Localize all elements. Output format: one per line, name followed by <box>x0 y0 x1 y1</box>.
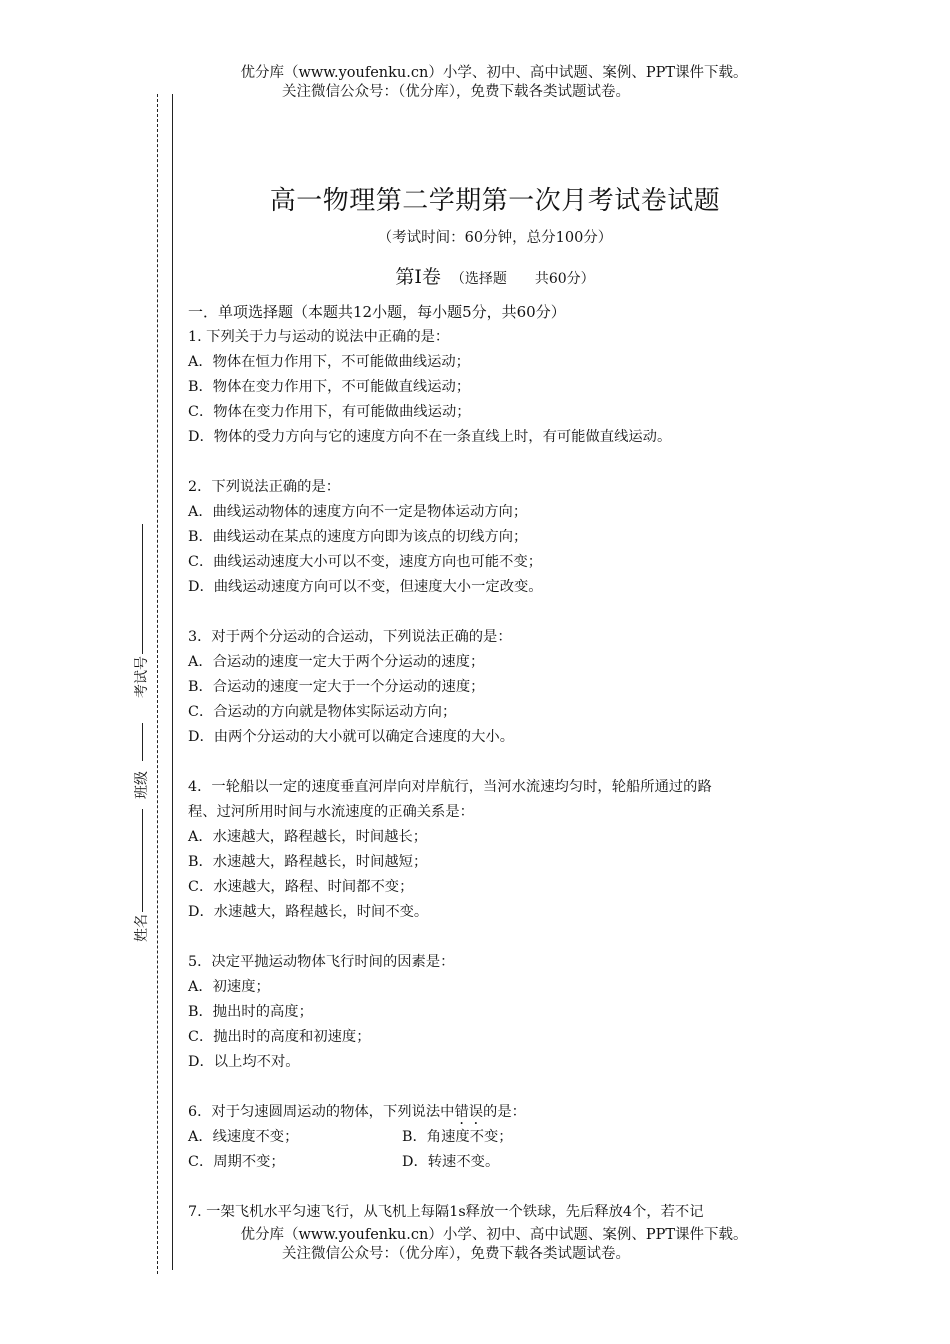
page-header <box>0 64 950 102</box>
option-d: D．以上均不对。 <box>188 1054 300 1070</box>
option-a: A．线速度不变； <box>188 1129 299 1145</box>
option-d: D．水速越大，路程越长，时间不变。 <box>188 904 429 920</box>
option-d: D．物体的受力方向与它的速度方向不在一条直线上时，有可能做直线运动。 <box>188 429 672 445</box>
option-c: C．物体在变力作用下，有可能做曲线运动； <box>188 404 471 420</box>
exam-number-field <box>131 524 151 698</box>
volume-label: 第Ⅰ卷 <box>395 266 441 288</box>
emphasis-char-1: 错 <box>454 1104 469 1120</box>
question-7 <box>188 1200 818 1225</box>
question-stem: 5．决定平抛运动物体飞行时间的因素是： <box>188 954 455 970</box>
page-footer <box>0 1226 950 1264</box>
option-d: D．由两个分运动的大小就可以确定合速度的大小。 <box>188 729 514 745</box>
option-a: A．水速越大，路程越长，时间越长； <box>188 829 428 845</box>
question-5 <box>188 950 818 1075</box>
option-a: A．曲线运动物体的速度方向不一定是物体运动方向； <box>188 504 528 520</box>
class-field <box>131 723 151 847</box>
question-stem-line-2: 程、过河所用时间与水流速度的正确关系是： <box>188 804 474 820</box>
option-c: C．合运动的方向就是物体实际运动方向； <box>188 704 457 720</box>
option-a: A．物体在恒力作用下，不可能做曲线运动； <box>188 354 470 370</box>
question-2 <box>188 475 818 600</box>
exam-time-note: （考试时间：60分钟，总分100分） <box>377 230 613 246</box>
footer-line-2: 关注微信公众号：（优分库），免费下载各类试题试卷。 <box>282 1246 630 1262</box>
option-b: B．物体在变力作用下，不可能做直线运动； <box>188 379 471 395</box>
stem-text-end: 的是： <box>483 1104 526 1120</box>
option-b: B．曲线运动在某点的速度方向即为该点的切线方向； <box>188 529 528 545</box>
option-a: A．初速度； <box>188 979 270 995</box>
header-line-1: 优分库（www.youfenku.cn）小学、初中、高中试题、案例、PPT课件下载。 <box>240 65 748 81</box>
question-4 <box>188 775 818 925</box>
volume-note: （选择题 共60分） <box>450 271 595 287</box>
emphasis-char-2: 误 <box>468 1104 484 1120</box>
option-c: C．曲线运动速度大小可以不变，速度方向也可能不变； <box>188 554 543 570</box>
option-d: D．转速不变。 <box>402 1154 500 1170</box>
option-c: C．周期不变； <box>188 1154 285 1170</box>
name-label: 姓名 <box>134 914 150 942</box>
question-list <box>188 300 818 1225</box>
option-b: B．合运动的速度一定大于一个分运动的速度； <box>188 679 485 695</box>
option-d: D．曲线运动速度方向可以不变，但速度大小一定改变。 <box>188 579 543 595</box>
option-c: C．水速越大，路程、时间都不变； <box>188 879 414 895</box>
question-stem: 1. 下列关于力与运动的说法中正确的是： <box>188 329 450 345</box>
exam-number-underline <box>142 524 143 654</box>
option-a: A．合运动的速度一定大于两个分运动的速度； <box>188 654 485 670</box>
volume-heading <box>0 262 950 289</box>
name-underline <box>142 834 143 912</box>
stem-text: 6．对于匀速圆周运动的物体，下列说法中 <box>188 1104 455 1120</box>
options-row-1 <box>188 1125 818 1150</box>
name-field <box>131 834 151 942</box>
class-label: 班级 <box>134 771 150 799</box>
question-stem <box>188 1100 818 1125</box>
question-6 <box>188 1100 818 1175</box>
option-b: B．水速越大，路程越长，时间越短； <box>188 854 428 870</box>
section-heading: 一．单项选择题（本题共12小题，每小题5分，共60分） <box>188 303 566 321</box>
question-stem: 3．对于两个分运动的合运动，下列说法正确的是： <box>188 629 512 645</box>
question-stem: 7. 一架飞机水平匀速飞行，从飞机上每隔1s释放一个铁球，先后释放4个，若不记 <box>188 1204 704 1220</box>
class-underline-right <box>142 723 143 761</box>
options-row-2 <box>188 1150 818 1175</box>
option-b: B．抛出时的高度； <box>188 1004 313 1020</box>
header-line-2: 关注微信公众号：（优分库），免费下载各类试题试卷。 <box>282 84 630 100</box>
footer-line-1: 优分库（www.youfenku.cn）小学、初中、高中试题、案例、PPT课件下载。 <box>240 1227 748 1243</box>
option-c: C．抛出时的高度和初速度； <box>188 1029 371 1045</box>
option-b: B．角速度不变； <box>402 1129 513 1145</box>
question-1 <box>188 325 818 450</box>
exam-number-label: 考试号 <box>134 656 150 698</box>
question-stem: 2．下列说法正确的是： <box>188 479 341 495</box>
question-3 <box>188 625 818 750</box>
question-stem-line-1: 4．一轮船以一定的速度垂直河岸向对岸航行，当河水流速均匀时，轮船所通过的路 <box>188 779 712 795</box>
page-title: 高一物理第二学期第一次月考试卷试题 <box>269 186 721 216</box>
